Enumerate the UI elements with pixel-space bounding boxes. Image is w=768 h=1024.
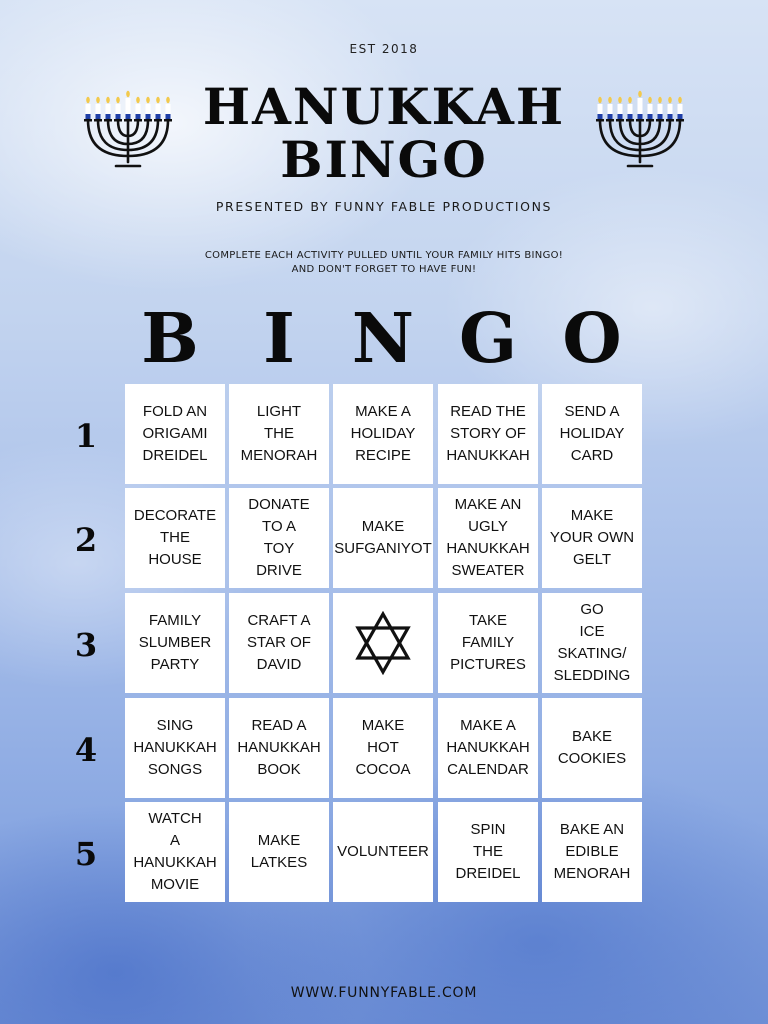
bingo-cell-line: DRIVE [256,562,302,579]
bingo-cell-line: COOKIES [557,750,627,767]
bingo-cell-line: GO [580,601,604,618]
bingo-cell-text [550,505,634,571]
bingo-cell-text [251,830,307,874]
bingo-cell-text [455,819,520,885]
bingo-cell-line: SWEATER [451,562,525,579]
bingo-cell-line: SEND A [564,403,620,420]
bingo-cell-line: THE [473,843,503,860]
bingo-cell-line: SPIN [470,821,506,838]
bingo-cell-line: CALENDAR [447,761,529,778]
bingo-cell-text [133,715,216,781]
bingo-cell-line: LATKES [250,854,308,871]
bingo-letter-n: N [351,299,415,379]
bingo-cell[interactable] [229,802,329,902]
bingo-cell-line: CRAFT A [247,612,311,629]
bingo-cell-line: FAMILY [461,634,515,651]
bingo-cell[interactable] [542,488,642,588]
bingo-cell-line: SONGS [147,761,203,778]
bingo-cell-line: HOLIDAY [559,425,625,442]
bingo-cell-line: DECORATE [133,507,217,524]
bingo-cell-line: HOT [367,739,399,756]
bingo-cell[interactable] [125,802,225,902]
bingo-cell[interactable] [333,802,433,902]
bingo-cell-text [446,401,529,467]
bingo-cell-text [133,808,216,896]
bingo-cell[interactable] [333,488,433,588]
bingo-cell-text [334,516,432,560]
bingo-cell[interactable] [438,698,538,798]
bingo-letter-b: B [141,299,199,379]
bingo-cell[interactable] [125,593,225,693]
bingo-cell[interactable] [438,488,538,588]
bingo-cell-line: FOLD AN [142,403,208,420]
page-title-line2: BINGO [280,130,488,189]
bingo-cell-line: MAKE AN [454,496,522,513]
bingo-letter-g: G [458,299,518,379]
instructions-line2: AND DON'T FORGET TO HAVE FUN! [291,264,477,275]
footer-url: WWW.FUNNYFABLE.COM [290,985,478,1001]
bingo-cell-line: PARTY [150,656,200,673]
bingo-cell-line: MAKE A [355,403,411,420]
star-of-david-icon [354,611,412,675]
bingo-cell[interactable] [333,384,433,484]
bingo-cell-line: READ THE [450,403,526,420]
bingo-cell[interactable] [229,384,329,484]
row-number-1: 1 [74,417,98,455]
bingo-cell-line: MOVIE [150,876,200,893]
bingo-cell-text [446,494,529,582]
row-number-2: 2 [74,521,98,559]
bingo-cell-line: CARD [570,447,614,464]
bingo-cell[interactable] [229,488,329,588]
bingo-cell-line: BAKE AN [559,821,625,838]
bingo-cell[interactable] [229,698,329,798]
bingo-cell-line: UGLY [468,518,508,535]
bingo-cell-line: ORIGAMI [142,425,208,442]
bingo-cell-line: HOUSE [148,551,202,568]
bingo-cell-text [355,715,410,781]
bingo-cell-line: HANUKKAH [237,739,321,756]
bingo-cell[interactable] [438,593,538,693]
bingo-cell[interactable] [125,384,225,484]
bingo-cell-line: HOLIDAY [350,425,416,442]
bingo-letter-i: I [263,299,295,379]
bingo-cell-line: COCOA [355,761,411,778]
bingo-cell-line: ICE [579,623,605,640]
bingo-cell-line: A [169,832,180,849]
bingo-cell-text [247,610,311,676]
bingo-cell-line: WATCH [148,810,202,827]
bingo-cell[interactable] [542,698,642,798]
bingo-cell-line: MAKE [361,717,405,734]
est-label: EST 2018 [349,42,419,56]
bingo-cell-line: DREIDEL [142,447,208,464]
bingo-cell-line: SING [156,717,194,734]
instructions-line1: COMPLETE EACH ACTIVITY PULLED UNTIL YOUR FAMILY HITS BINGO! [204,250,564,261]
page-title-line1: HANUKKAH [202,77,566,136]
bingo-cell-text [142,401,207,467]
bingo-cell-line: SLUMBER [138,634,212,651]
bingo-cell-text [558,726,626,770]
bingo-cell-line: DREIDEL [455,865,521,882]
bingo-cell[interactable] [542,802,642,902]
bingo-cell-line: TOY [263,540,295,557]
bingo-cell-text [560,401,625,467]
bingo-letter-o: O [562,299,622,379]
bingo-cell-line: GELT [572,551,612,568]
presented-by: PRESENTED BY FUNNY FABLE PRODUCTIONS [215,199,553,214]
bingo-cell[interactable] [229,593,329,693]
bingo-cell-line: YOUR OWN [549,529,635,546]
bingo-cell[interactable] [542,384,642,484]
bingo-cell-text [248,494,309,582]
bingo-cell-text [351,401,416,467]
bingo-cell-line: EDIBLE [565,843,619,860]
bingo-cell-line: HANUKKAH [133,739,217,756]
bingo-cell-line: MENORAH [240,447,318,464]
bingo-cell-line: VOLUNTEER [337,843,429,860]
bingo-cell-line: READ A [251,717,307,734]
bingo-cell[interactable] [333,698,433,798]
bingo-cell-line: LIGHT [256,403,302,420]
bingo-cell[interactable] [438,384,538,484]
bingo-cell-line: MAKE [570,507,614,524]
bingo-cell-line: HANUKKAH [133,854,217,871]
bingo-cell-line: DAVID [256,656,302,673]
bingo-cell-line: HANUKKAH [446,739,530,756]
row-number-3: 3 [74,626,98,664]
bingo-cell-text [554,819,631,885]
bingo-cell-line: TO A [262,518,296,535]
bingo-cell-line: MENORAH [553,865,631,882]
row-number-4: 4 [74,731,98,769]
bingo-cell-line: MAKE A [460,717,516,734]
bingo-cell-line: HANUKKAH [446,447,530,464]
bingo-cell[interactable] [438,802,538,902]
bingo-cell-line: THE [159,529,190,546]
bingo-cell-line: SKATING/ [557,645,627,662]
bingo-cell-text [337,841,429,863]
bingo-cell-line: THE [263,425,294,442]
bingo-cell-text [446,715,529,781]
bingo-cell-line: TAKE [468,612,508,629]
bingo-cell-line: BOOK [257,761,301,778]
free-space-cell[interactable] [333,593,433,693]
bingo-cell-line: BAKE [571,728,612,745]
bingo-cell[interactable] [125,698,225,798]
bingo-cell-text [241,401,318,467]
bingo-cell-line: HANUKKAH [446,540,530,557]
bingo-cell-text [134,505,216,571]
row-number-5: 5 [74,835,98,873]
bingo-cell-line: FAMILY [148,612,202,629]
bingo-cell-line: SLEDDING [553,667,631,684]
bingo-cell-text [237,715,320,781]
bingo-cell-line: SUFGANIYOT [334,540,432,557]
bingo-cell-text [450,610,526,676]
bingo-cell-line: STAR OF [247,634,311,651]
bingo-cell-line: DONATE [248,496,310,513]
bingo-cell[interactable] [542,593,642,693]
bingo-cell[interactable] [125,488,225,588]
bingo-cell-line: RECIPE [355,447,411,464]
bingo-cell-text [554,599,631,687]
bingo-cell-text [139,610,212,676]
bingo-cell-line: STORY OF [450,425,526,442]
bingo-cell-line: MAKE [257,832,301,849]
bingo-cell-line: MAKE [361,518,405,535]
bingo-cell-line: PICTURES [450,656,526,673]
